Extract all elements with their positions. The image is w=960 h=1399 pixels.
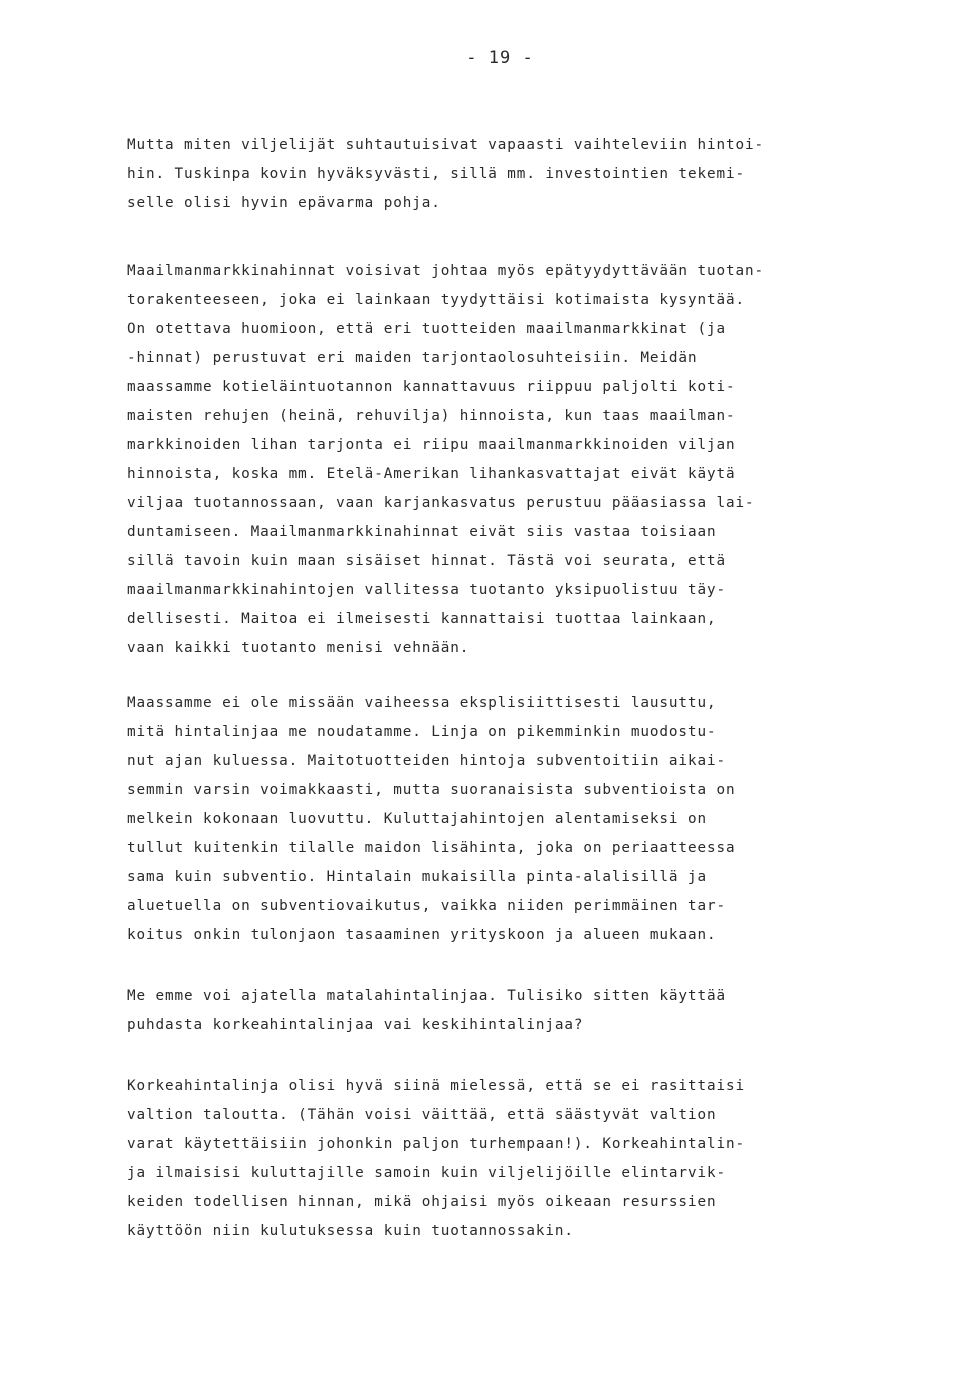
text-line: maassamme kotieläintuotannon kannattavuus riippuu paljolti koti- — [127, 379, 736, 395]
text-line: On otettava huomioon, että eri tuotteiden maailmanmarkkinat (ja — [127, 321, 726, 337]
text-line: viljaa tuotannossaan, vaan karjankasvatus perustuu pääasiassa lai- — [127, 495, 755, 511]
text-line: Maassamme ei ole missään vaiheessa eksplisiittisesti lausuttu, — [127, 695, 717, 711]
text-line: aluetuella on subventiovaikutus, vaikka niiden perimmäinen tar- — [127, 898, 726, 914]
text-line: puhdasta korkeahintalinjaa vai keskihintalinjaa? — [127, 1017, 584, 1033]
text-line: markkinoiden lihan tarjonta ei riipu maailmanmarkkinoiden viljan — [127, 437, 736, 453]
text-line: semmin varsin voimakkaasti, mutta suoranaisista subventioista on — [127, 782, 736, 798]
text-line: keiden todellisen hinnan, mikä ohjaisi myös oikeaan resurssien — [127, 1194, 717, 1210]
text-line: nut ajan kuluessa. Maitotuotteiden hintoja subventoitiin aikai- — [127, 753, 726, 769]
text-line: dellisesti. Maitoa ei ilmeisesti kannattaisi tuottaa lainkaan, — [127, 611, 717, 627]
text-line: Me emme voi ajatella matalahintalinjaa. Tulisiko sitten käyttää — [127, 988, 726, 1004]
text-line: sillä tavoin kuin maan sisäiset hinnat. Tästä voi seurata, että — [127, 553, 726, 569]
text-line: vaan kaikki tuotanto menisi vehnään. — [127, 640, 470, 656]
text-line: valtion taloutta. (Tähän voisi väittää, että säästyvät valtion — [127, 1107, 717, 1123]
text-line: koitus onkin tulonjaon tasaaminen yrityskoon ja alueen mukaan. — [127, 927, 717, 943]
text-line: maisten rehujen (heinä, rehuvilja) hinnoista, kun taas maailman- — [127, 408, 736, 424]
page-number: - 19 - — [466, 48, 534, 68]
text-line: torakenteeseen, joka ei lainkaan tyydyttäisi kotimaista kysyntää. — [127, 292, 745, 308]
text-line: sama kuin subventio. Hintalain mukaisilla pinta-alalisillä ja — [127, 869, 707, 885]
text-line: Korkeahintalinja olisi hyvä siinä mielessä, että se ei rasittaisi — [127, 1078, 745, 1094]
text-line: mitä hintalinjaa me noudatamme. Linja on pikemminkin muodostu- — [127, 724, 717, 740]
text-line: selle olisi hyvin epävarma pohja. — [127, 195, 441, 211]
text-line: duntamiseen. Maailmanmarkkinahinnat eivät siis vastaa toisiaan — [127, 524, 717, 540]
text-line: maailmanmarkkinahintojen vallitessa tuotanto yksipuolistuu täy- — [127, 582, 726, 598]
paragraph-4 — [127, 982, 917, 1040]
text-line: hinnoista, koska mm. Etelä-Amerikan lihankasvattajat eivät käytä — [127, 466, 736, 482]
text-line: tullut kuitenkin tilalle maidon lisähinta, joka on periaatteessa — [127, 840, 736, 856]
text-line: ja ilmaisisi kuluttajille samoin kuin viljelijöille elintarvik- — [127, 1165, 726, 1181]
text-line: Maailmanmarkkinahinnat voisivat johtaa myös epätyydyttävään tuotan- — [127, 263, 764, 279]
text-line: melkein kokonaan luovuttu. Kuluttajahintojen alentamiseksi on — [127, 811, 707, 827]
paragraph-2 — [127, 257, 917, 663]
text-line: käyttöön niin kulutuksessa kuin tuotannossakin. — [127, 1223, 574, 1239]
text-line: hin. Tuskinpa kovin hyväksyvästi, sillä mm. investointien tekemi- — [127, 166, 745, 182]
text-line: Mutta miten viljelijät suhtautuisivat vapaasti vaihteleviin hintoi- — [127, 137, 764, 153]
text-line: varat käytettäisiin johonkin paljon turhempaan!). Korkeahintalin- — [127, 1136, 745, 1152]
text-line: -hinnat) perustuvat eri maiden tarjontaolosuhteisiin. Meidän — [127, 350, 698, 366]
paragraph-5 — [127, 1072, 917, 1246]
paragraph-3 — [127, 689, 917, 950]
paragraph-1 — [127, 131, 917, 218]
